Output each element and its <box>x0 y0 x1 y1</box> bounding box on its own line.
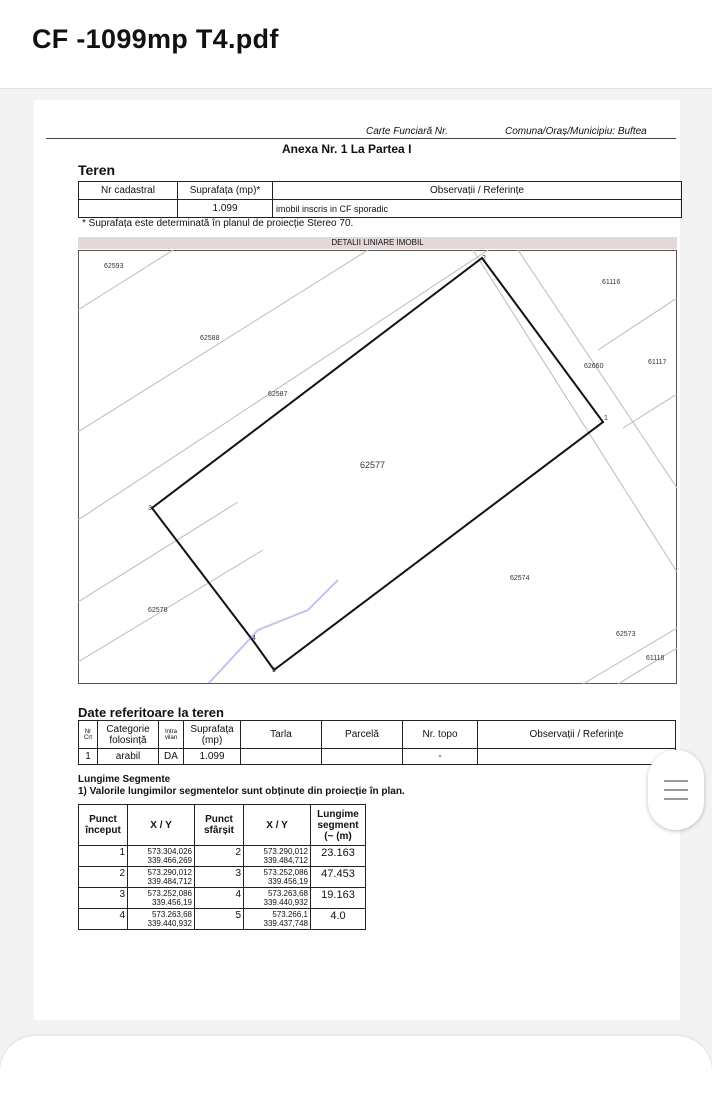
seg-end: 2 <box>195 846 244 867</box>
seg-xy-end: 573.263,68 339.440,932 <box>244 888 311 909</box>
th-xy-end: X / Y <box>244 805 311 846</box>
th-xy-start: X / Y <box>128 805 195 846</box>
top-bar <box>0 0 712 89</box>
table-row <box>79 867 366 888</box>
seg-length: 23.163 <box>311 846 366 867</box>
stereo-note: * Suprafața este determinată în planul de proiecție Stereo 70. <box>82 218 354 229</box>
vertex-label-2: 2 <box>482 255 486 262</box>
th-lungime: Lungime segment (~ (m) <box>311 805 366 846</box>
vertex-label-3: 3 <box>148 505 152 512</box>
table-row <box>79 846 366 867</box>
seg-end: 4 <box>195 888 244 909</box>
td-categorie: arabil <box>98 749 159 765</box>
seg-end: 5 <box>195 909 244 930</box>
seg-start: 4 <box>79 909 128 930</box>
handle-bar <box>664 798 688 800</box>
th-punct-inceput: Punct început <box>79 805 128 846</box>
lungime-heading: Lungime Segmente <box>78 774 171 785</box>
th-parcela: Parcelă <box>322 721 403 749</box>
handle-bar <box>664 780 688 782</box>
td-tarla <box>241 749 322 765</box>
th-nr-crt: Nr Crt <box>79 721 98 749</box>
td-nr-cadastral <box>79 200 178 218</box>
seg-xy-start: 573.304,026 339.466,269 <box>128 846 195 867</box>
th-punct-sfarsit: Punct sfârșit <box>195 805 244 846</box>
td-suprafata2: 1.099 <box>184 749 241 765</box>
map-label-62593: 62593 <box>104 263 124 270</box>
map-label-62588: 62588 <box>200 335 220 342</box>
th-categorie: Categorie folosință <box>98 721 159 749</box>
date-table <box>78 720 676 765</box>
td-observatii2 <box>478 749 676 765</box>
drag-handle-icon[interactable] <box>648 750 704 830</box>
seg-xy-end: 573.290,012 339.484,712 <box>244 846 311 867</box>
detalii-band: DETALII LINIARE IMOBIL <box>78 237 677 249</box>
map-label-62660: 62660 <box>584 363 604 370</box>
seg-xy-start: 573.263,68 339.440,932 <box>128 909 195 930</box>
td-parcela <box>322 749 403 765</box>
map-label-61116: 61116 <box>602 279 621 286</box>
map-label-61118: 61118 <box>646 655 665 662</box>
vertex-label-1: 1 <box>604 415 608 422</box>
th-suprafata: Suprafața (mp)* <box>178 182 273 200</box>
vertex-label-5: 5 <box>272 667 276 674</box>
segment-table <box>78 804 366 930</box>
seg-start: 3 <box>79 888 128 909</box>
file-title: CF -1099mp T4.pdf <box>32 24 279 54</box>
handle-bar <box>664 789 688 791</box>
seg-length: 47.453 <box>311 867 366 888</box>
seg-xy-start: 573.252,086 339.456,19 <box>128 888 195 909</box>
map-label-62574: 62574 <box>510 575 530 582</box>
comuna-label: Comuna/Oraș/Municipiu: Buftea <box>505 126 647 137</box>
th-suprafata2: Suprafața (mp) <box>184 721 241 749</box>
seg-xy-end: 573.266,1 339.437,748 <box>244 909 311 930</box>
th-observatii: Observații / Referințe <box>273 182 682 200</box>
td-intra: DA <box>159 749 184 765</box>
th-intra: Intra vilan <box>159 721 184 749</box>
th-topo: Nr. topo <box>403 721 478 749</box>
seg-start: 1 <box>79 846 128 867</box>
bottom-sheet[interactable] <box>0 1036 712 1096</box>
map-label-62578: 62578 <box>148 607 168 614</box>
th-observatii2: Observații / Referințe <box>478 721 676 749</box>
td-topo: - <box>403 749 478 765</box>
anexa-title: Anexa Nr. 1 La Partea I <box>282 142 412 156</box>
seg-start: 2 <box>79 867 128 888</box>
table-row <box>79 909 366 930</box>
td-observatii: imobil inscris in CF sporadic <box>273 200 682 218</box>
parcel-map <box>78 250 677 684</box>
seg-length: 4.0 <box>311 909 366 930</box>
header-rule <box>46 138 676 139</box>
lungime-subheading: 1) Valorile lungimilor segmentelor sunt obținute din proiecție în plan. <box>78 786 405 797</box>
map-label-62573: 62573 <box>616 631 636 638</box>
seg-xy-end: 573.252,086 339.456,19 <box>244 867 311 888</box>
td-nr-crt: 1 <box>79 749 98 765</box>
th-nr-cadastral: Nr cadastral <box>79 182 178 200</box>
vertex-label-4: 4 <box>252 635 256 642</box>
teren-heading: Teren <box>78 162 116 178</box>
td-suprafata: 1.099 <box>178 200 273 218</box>
map-label-62577: 62577 <box>360 460 386 470</box>
th-tarla: Tarla <box>241 721 322 749</box>
carte-funciara-label: Carte Funciară Nr. <box>366 126 448 137</box>
seg-xy-start: 573.290,012 339.484,712 <box>128 867 195 888</box>
teren-table <box>78 181 682 218</box>
table-row <box>79 888 366 909</box>
date-heading: Date referitoare la teren <box>78 705 224 720</box>
map-label-62587: 62587 <box>268 391 288 398</box>
map-label-61117: 61117 <box>648 359 667 366</box>
seg-end: 3 <box>195 867 244 888</box>
seg-length: 19.163 <box>311 888 366 909</box>
